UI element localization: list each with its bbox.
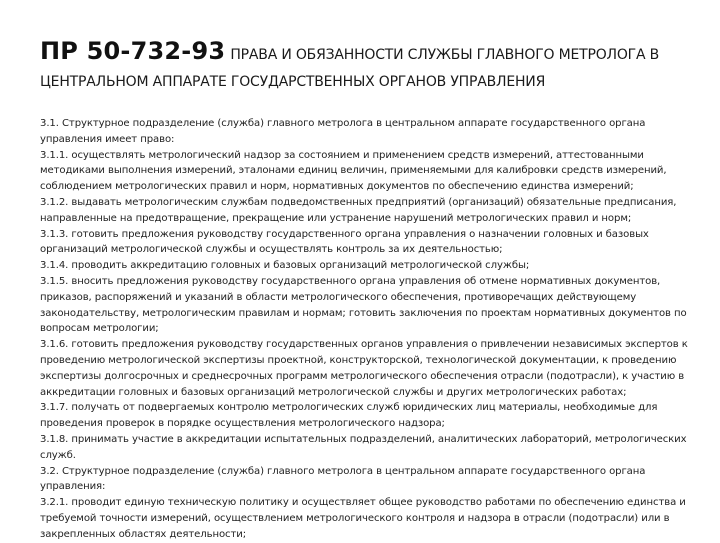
paragraph-3-1-5: 3.1.5. вносить предложения руководству государственного органа управления об отмене нормативных документов, приказов, распоряжений и указаний в области метрологического обеспечения, противоречащих действующему законодательству, метрологическим правилам и нормам; готовить заключения по проектам нормативных документов по вопросам метрологии; [40, 275, 687, 335]
title-text: ПРАВА И ОБЯЗАННОСТИ СЛУЖБЫ ГЛАВНОГО МЕТРОЛОГА В ЦЕНТРАЛЬНОМ АППАРАТЕ ГОСУДАРСТВЕННЫХ ОРГАНОВ УПРАВЛЕНИЯ [40, 47, 660, 90]
paragraph-3-1: 3.1. Структурное подразделение (служба) главного метролога в центральном аппарате государственного органа управления имеет право: [40, 118, 646, 145]
slide-title [40, 34, 700, 92]
paragraph-3-2-1: 3.2.1. проводит единую техническую политику и осуществляет общее руководство работами по обеспечению единства и требуемой точности измерений, осуществлением метрологического контроля и надзора в отрасли (подотрасли) или в закрепленных областях деятельности; [40, 497, 686, 540]
document-code: ПР 50-732-93 [40, 37, 226, 65]
paragraph-3-1-4: 3.1.4. проводить аккредитацию головных и базовых организаций метрологической службы; [40, 260, 530, 272]
paragraph-3-1-8: 3.1.8. принимать участие в аккредитации испытательных подразделений, аналитических лабораторий, метрологических служб. [40, 433, 687, 461]
paragraph-3-1-1: 3.1.1. осуществлять метрологический надзор за состоянием и применением средств измерений, аттестованными методиками выполнения измерений, эталонами единиц величин, применяемыми для калибровки средств измерений, соблюдением метрологических правил и норм, нормативных документов по обеспечению единства измерений; [40, 149, 667, 193]
paragraph-3-1-6: 3.1.6. готовить предложения руководству государственных органов управления о привлечении независимых экспертов к проведению метрологической экспертизы проектной, конструкторской, технологической документации, к проведению экспертизы долгосрочных и среднесрочных программ метрологического обеспечения отрасли (подотрасли), к участию в аккредитации головных и базовых организаций метрологической службы и других метрологических работах; [40, 339, 688, 398]
paragraph-3-1-2: 3.1.2. выдавать метрологическим службам подведомственных предприятий (организаций) обязательные предписания, направленные на предотвращение, прекращение или устранение нарушений метрологических правил и норм; [40, 196, 677, 224]
body-text [40, 116, 696, 543]
paragraph-3-2: 3.2. Структурное подразделение (служба) главного метролога в центральном аппарате государственного органа управления: [40, 465, 646, 493]
paragraph-3-1-3: 3.1.3. готовить предложения руководству государственного органа управления о назначении головных и базовых организаций метрологической службы и осуществлять контроль за их деятельностью; [40, 228, 649, 256]
paragraph-3-1-7: 3.1.7. получать от подвергаемых контролю метрологических служб юридических лиц материалы, необходимые для проведения проверок в порядке осуществления метрологического надзора; [40, 402, 658, 430]
